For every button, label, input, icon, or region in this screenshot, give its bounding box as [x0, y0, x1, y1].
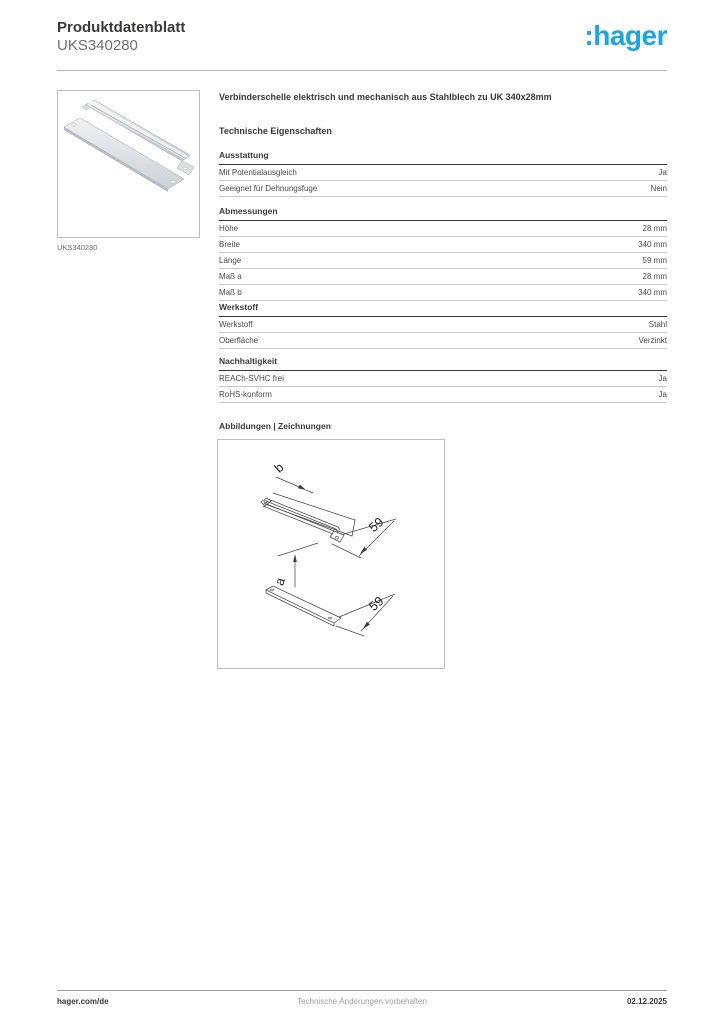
spec-value: Nein — [650, 184, 667, 193]
spec-value: Ja — [658, 374, 667, 383]
spec-value: 59 mm — [642, 256, 667, 265]
product-photo-frame — [57, 90, 200, 238]
spec-row — [219, 181, 667, 197]
spec-value: Ja — [658, 390, 667, 399]
product-photo-caption: UKS340280 — [57, 243, 98, 252]
spec-row — [219, 285, 667, 301]
spec-label: Oberfläche — [219, 336, 259, 345]
spec-row — [219, 371, 667, 387]
dim-label-59-bottom: 59 — [365, 593, 387, 614]
spec-label: REACh-SVHC frei — [219, 374, 284, 383]
spec-value: 340 mm — [638, 288, 667, 297]
spec-row — [219, 165, 667, 181]
section-title: Abmessungen — [219, 206, 667, 221]
spec-section-abmessungen — [219, 206, 667, 301]
spec-label: Werkstoff — [219, 320, 253, 329]
spec-row — [219, 237, 667, 253]
document-title: Produktdatenblatt — [57, 19, 186, 36]
section-title: Ausstattung — [219, 150, 667, 165]
spec-label: Breite — [219, 240, 240, 249]
spec-label: Höhe — [219, 224, 239, 233]
product-description: Verbinderschelle elektrisch und mechanisch aus Stahlblech zu UK 340x28mm — [219, 92, 552, 102]
spec-label: Geeignet für Dehnungsfuge — [219, 184, 318, 193]
tech-properties-heading: Technische Eigenschaften — [219, 126, 332, 136]
footer-notice: Technische Änderungen vorbehalten — [297, 997, 427, 1006]
spec-label: Länge — [219, 256, 242, 265]
drawings-heading: Abbildungen | Zeichnungen — [219, 421, 331, 431]
spec-label: Maß b — [219, 288, 242, 297]
spec-value: Stahl — [648, 320, 667, 329]
spec-value: Ja — [658, 168, 667, 177]
dim-label-a: a — [271, 575, 289, 588]
spec-section-nachhaltigkeit — [219, 356, 667, 403]
spec-value: 340 mm — [638, 240, 667, 249]
header-divider — [57, 70, 667, 71]
spec-label: RoHS-konform — [219, 390, 272, 399]
spec-row — [219, 253, 667, 269]
footer-website: hager.com/de — [57, 997, 109, 1006]
section-title: Werkstoff — [219, 302, 667, 317]
spec-value: 28 mm — [642, 272, 667, 281]
spec-value: 28 mm — [642, 224, 667, 233]
product-photo — [58, 91, 199, 237]
section-title: Nachhaltigkeit — [219, 356, 667, 371]
spec-row — [219, 221, 667, 237]
spec-row — [219, 387, 667, 403]
hager-logo: :hager — [584, 20, 667, 51]
spec-value: Verzinkt — [638, 336, 667, 345]
spec-row — [219, 269, 667, 285]
dim-label-b: b — [271, 459, 287, 476]
dim-label-59-top: 59 — [365, 514, 387, 535]
spec-label: Maß a — [219, 272, 242, 281]
spec-row — [219, 333, 667, 349]
spec-row — [219, 317, 667, 333]
footer-divider — [57, 990, 667, 991]
spec-label: Mit Potentialausgleich — [219, 168, 297, 177]
footer-date: 02.12.2025 — [626, 997, 667, 1006]
spec-section-ausstattung — [219, 150, 667, 197]
document-reference: UKS340280 — [57, 37, 138, 54]
technical-drawing — [218, 440, 444, 668]
technical-drawing-frame — [217, 439, 445, 669]
spec-section-werkstoff — [219, 302, 667, 349]
